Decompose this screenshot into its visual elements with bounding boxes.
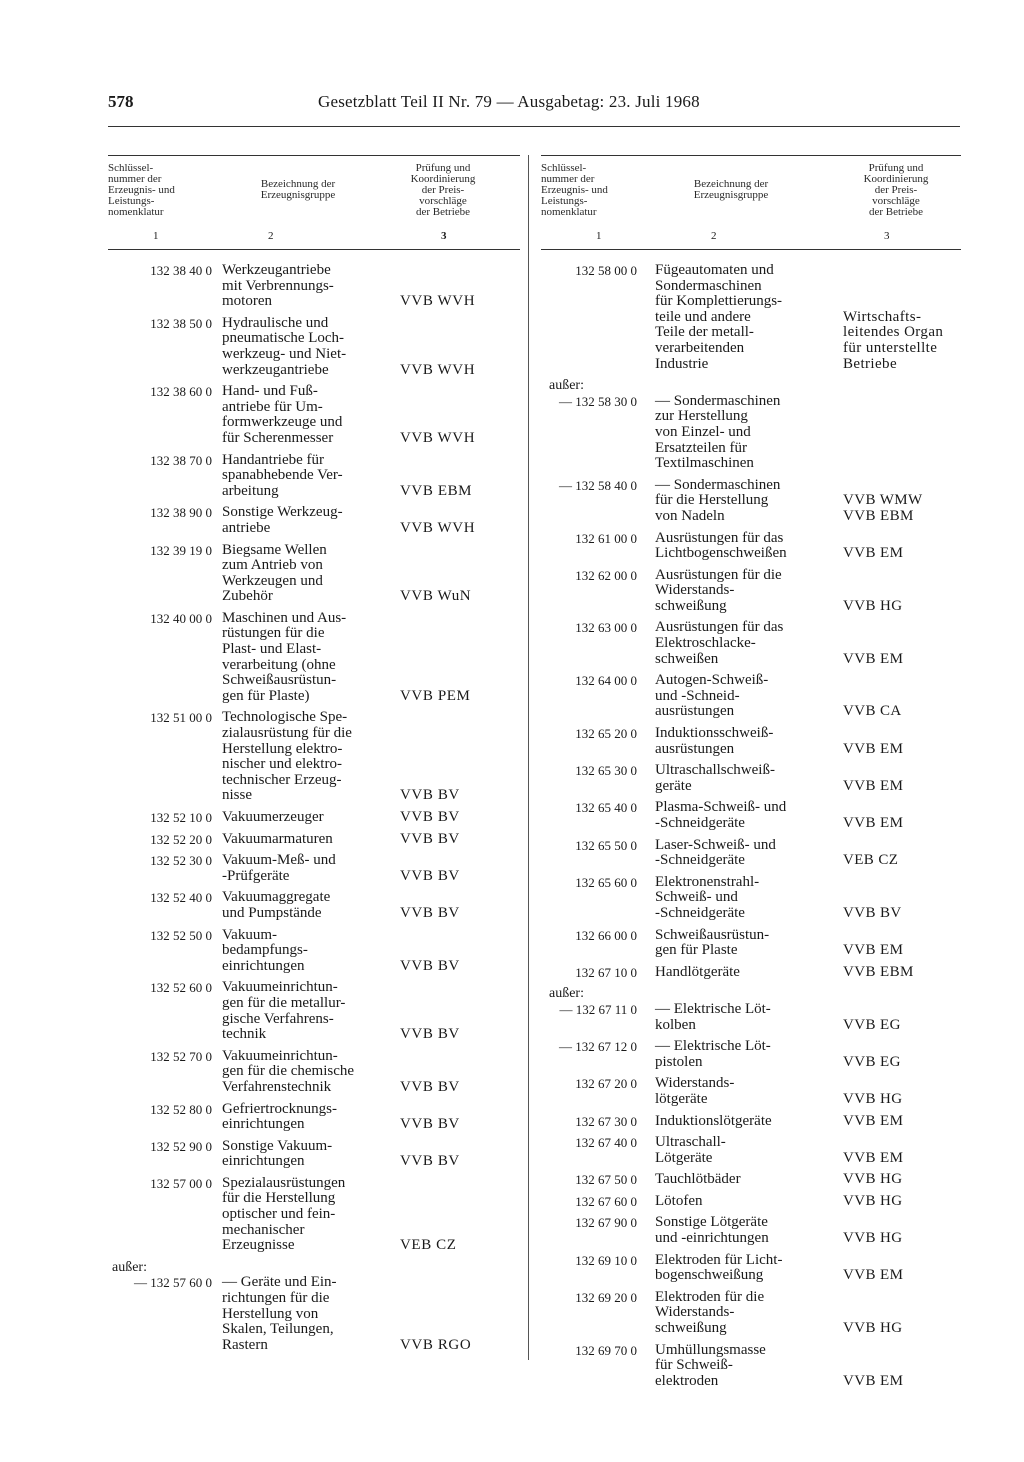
column-numbers (108, 225, 520, 249)
group-name-cell: Ausrüstungen für das Elektroschlacke- schweißen (655, 619, 784, 667)
key-number-cell: 132 65 20 0 (575, 726, 637, 742)
organization-cell: VVB EM (843, 545, 904, 562)
group-name-cell: — Sondermaschinen zur Herstellung von Einzel- und Ersatzteilen für Textilmaschinen (655, 392, 781, 472)
group-name-cell: — Elektrische Löt- pistolen (655, 1038, 771, 1070)
group-name-cell: Spezialausrüstungen für die Herstellung optischer und fein- mechanischer Erzeugnisse (222, 1174, 346, 1254)
organization-cell: VVB HG (843, 1230, 903, 1247)
key-number-cell: 132 67 40 0 (575, 1135, 637, 1151)
table-row (108, 384, 520, 446)
left-rows (108, 263, 520, 1353)
table-row (541, 1172, 961, 1188)
group-name-cell: Sonstige Vakuum- einrichtungen (222, 1137, 333, 1170)
table-row (108, 1049, 520, 1096)
table-row (541, 726, 961, 757)
organization-cell: VVB EM (843, 815, 904, 831)
table-row (541, 1135, 961, 1166)
table-row (541, 928, 961, 959)
group-name-cell: Vakuumaggregate und Pumpstände (222, 889, 331, 921)
table-row (541, 1215, 961, 1246)
column-number-2: 2 (711, 230, 717, 242)
organization-cell: VVB HG (843, 1192, 903, 1209)
group-name-cell: Maschinen und Aus- rüstungen für die Plast- und Elast- verarbeitung (ohne Schweißausrüstun- gen für Plaste) (222, 609, 347, 704)
group-name-cell: Plasma-Schweiß- und -Schneidgeräte (655, 799, 787, 831)
header-rule-bottom (541, 249, 961, 250)
group-name-cell: Sonstige Lötgeräte und -einrichtungen (655, 1214, 769, 1247)
key-number-cell: 132 63 00 0 (575, 620, 637, 636)
column-number-1: 1 (153, 230, 159, 242)
group-name-cell: Elektroden für die Widerstands- schweißung (655, 1288, 765, 1337)
table-header (108, 155, 520, 225)
header-rule-top (108, 155, 520, 156)
key-number-cell: — 132 57 60 0 (134, 1275, 212, 1291)
group-name-cell: Hand- und Fuß- antriebe für Um- formwerkzeuge und für Scherenmesser (222, 383, 343, 446)
key-number-cell: 132 52 50 0 (150, 927, 212, 943)
group-name-cell: Schweißausrüstun- gen für Plaste (655, 926, 770, 959)
key-number-cell: 132 58 00 0 (575, 263, 637, 278)
table-row (541, 478, 961, 525)
group-name-cell: Ausrüstungen für die Widerstands- schweißung (655, 566, 782, 614)
running-title: Gesetzblatt Teil II Nr. 79 — Ausgabetag: 23. Juli 1968 (318, 92, 700, 111)
table-row (541, 838, 961, 869)
column-number-1: 1 (596, 230, 602, 242)
organization-cell: VVB EM (843, 1267, 904, 1284)
key-number-cell: 132 52 60 0 (150, 980, 212, 996)
group-name-cell: Widerstands- lötgeräte (655, 1075, 735, 1107)
table-row (541, 1002, 961, 1033)
key-number-cell: 132 52 30 0 (150, 853, 212, 869)
table-row (541, 965, 961, 981)
table-row (541, 1194, 961, 1210)
organization-cell: VVB RGO (400, 1336, 472, 1353)
table-row (541, 875, 961, 922)
organization-cell: VVB EG (843, 1053, 901, 1070)
organization-cell: VVB EM (843, 650, 904, 667)
except-label: außer: (112, 1259, 147, 1275)
table-row (541, 673, 961, 720)
group-name-cell: Ultraschall- Lötgeräte (655, 1134, 726, 1166)
key-number-cell: 132 67 60 0 (575, 1193, 637, 1209)
group-name-cell: Vakuumerzeuger (222, 809, 324, 825)
group-name-cell: Umhüllungsmasse für Schweiß- elektroden (655, 1341, 766, 1389)
key-number-cell: 132 38 50 0 (150, 315, 212, 331)
organization-cell: VVB HG (843, 1171, 903, 1188)
page-number: 578 (108, 92, 134, 111)
key-number-cell: 132 51 00 0 (150, 710, 212, 726)
header-rule (108, 126, 960, 127)
table-row (541, 1343, 961, 1390)
group-name-cell: Vakuumarmaturen (222, 830, 333, 847)
table-row (541, 1290, 961, 1337)
group-name-cell: Vakuum-Meß- und -Prüfgeräte (222, 852, 336, 884)
group-name-cell: — Elektrische Löt- kolben (655, 1000, 771, 1033)
key-number-cell: 132 52 20 0 (150, 831, 212, 847)
organization-cell: VVB BV (400, 1026, 460, 1043)
group-name-cell: Fügeautomaten und Sondermaschinen für Komplettierungs- teile und andere Teile der metall- verarbeitenden Industrie (655, 262, 783, 372)
key-number-cell: 132 66 00 0 (575, 927, 637, 943)
group-name-cell: Laser-Schweiß- und -Schneidgeräte (655, 836, 776, 869)
key-number-cell: 132 65 50 0 (575, 837, 637, 853)
table-row (541, 568, 961, 615)
key-number-cell: 132 40 00 0 (150, 610, 212, 626)
table-row (108, 316, 520, 378)
key-number-cell: — 132 67 12 0 (559, 1039, 637, 1055)
key-number-cell: 132 61 00 0 (575, 530, 637, 546)
key-number-cell: 132 52 90 0 (150, 1138, 212, 1154)
key-number-cell: 132 65 40 0 (575, 800, 637, 816)
organization-cell: VEB CZ (400, 1237, 457, 1254)
group-name-cell: Gefriertrocknungs- einrichtungen (222, 1100, 337, 1133)
key-number-cell: 132 69 70 0 (575, 1342, 637, 1358)
organization-cell: VVB EBM (400, 482, 473, 499)
column-number-2: 2 (268, 230, 274, 242)
key-number-cell: 132 39 19 0 (150, 542, 212, 558)
organization-cell: VVB HG (843, 597, 903, 614)
key-number-cell: 132 38 90 0 (150, 505, 212, 521)
key-number-cell: 132 67 30 0 (575, 1113, 637, 1129)
organization-cell: VVB WVH (400, 293, 476, 310)
table-row (541, 1076, 961, 1107)
organization-cell: VVB PEM (400, 687, 471, 704)
table-row (108, 1176, 520, 1254)
table-row (108, 853, 520, 884)
organization-cell: VVB BV (400, 957, 460, 974)
organization-cell: VVB BV (843, 904, 902, 921)
table-row (108, 1102, 520, 1133)
key-number-cell: — 132 58 30 0 (559, 393, 637, 409)
organization-cell: VVB WuN (400, 588, 472, 605)
key-number-cell: 132 52 40 0 (150, 890, 212, 906)
right-rows (541, 263, 961, 1389)
organization-cell: VEB CZ (843, 852, 899, 869)
group-name-cell: Lötofen (655, 1192, 703, 1209)
table-header (541, 155, 961, 225)
key-number-cell: 132 52 80 0 (150, 1101, 212, 1117)
header-key-number: Schlüssel- nummer der Erzeugnis- und Leistungs- nomenklatur (541, 162, 608, 218)
table-row (108, 611, 520, 705)
table-row (541, 1039, 961, 1070)
group-name-cell: Elektroden für Licht- bogenschweißung (655, 1251, 783, 1284)
key-number-cell: 132 52 10 0 (150, 810, 212, 825)
group-name-cell: Vakuumeinrichtun- gen für die metallur- gische Verfahrens- technik (222, 979, 346, 1043)
group-name-cell: Handantriebe für spanabhebende Ver- arbeitung (222, 451, 343, 499)
group-name-cell: Induktionslötgeräte (655, 1112, 772, 1129)
organization-cell: Wirtschafts- leitendes Organ für unterstellte Betriebe (843, 308, 944, 372)
table-row (108, 980, 520, 1042)
group-name-cell: Technologische Spe- zialausrüstung für die Herstellung elektro- nischer und elektro- technischer Erzeug- nisse (222, 709, 352, 804)
organization-cell: VVB BV (400, 867, 460, 884)
column-divider (528, 155, 529, 1360)
table-row (108, 543, 520, 605)
key-number-cell: 132 67 10 0 (575, 964, 637, 980)
table-row (108, 710, 520, 804)
table-row (541, 620, 961, 667)
group-name-cell: Werkzeugantriebe mit Verbrennungs- motoren (222, 262, 334, 310)
organization-cell: VVB HG (843, 1090, 903, 1107)
group-name-cell: Hydraulische und pneumatische Loch- werkzeug- und Niet- werkzeugantriebe (222, 314, 347, 378)
group-name-cell: Elektronenstrahl- Schweiß- und -Schneidgeräte (655, 873, 760, 921)
key-number-cell: 132 38 60 0 (150, 384, 212, 400)
organization-cell: VVB EM (843, 1149, 904, 1166)
key-number-cell: 132 67 20 0 (575, 1076, 637, 1092)
organization-cell: VVB BV (400, 787, 460, 804)
header-group-name: Bezeichnung der Erzeugnisgruppe (693, 178, 769, 201)
group-name-cell: Tauchlötbäder (655, 1171, 741, 1188)
organization-cell: VVB EM (843, 740, 904, 757)
key-number-cell: 132 65 60 0 (575, 874, 637, 890)
organization-cell: VVB BV (400, 1078, 460, 1095)
table-row (541, 531, 961, 562)
header-rule-top (541, 155, 961, 156)
table-row (108, 1275, 520, 1353)
key-number-cell: 132 64 00 0 (575, 673, 637, 689)
key-number-cell: 132 69 10 0 (575, 1252, 637, 1268)
except-label: außer: (549, 986, 584, 1002)
group-name-cell: Induktionsschweiß- ausrüstungen (655, 725, 774, 757)
table-row (108, 890, 520, 921)
key-number-cell: 132 67 90 0 (575, 1215, 637, 1231)
column-number-3: 3 (884, 230, 890, 242)
table-row (541, 263, 961, 372)
table-row (108, 263, 520, 310)
left-table (108, 155, 520, 1359)
group-name-cell: — Sondermaschinen für die Herstellung von Nadeln (655, 476, 781, 524)
key-number-cell: 132 69 20 0 (575, 1289, 637, 1305)
group-name-cell: Vakuum- bedampfungs- einrichtungen (222, 926, 308, 974)
group-name-cell: Biegsame Wellen zum Antrieb von Werkzeugen und Zubehör (222, 541, 327, 605)
organization-cell: VVB EM (843, 1112, 904, 1129)
header-price-review: Prüfung und Koordinierung der Preis- vorschläge der Betriebe (410, 162, 476, 218)
except-label: außer: (549, 378, 584, 394)
table-row (541, 394, 961, 472)
organization-cell: VVB HG (843, 1320, 903, 1337)
column-numbers (541, 225, 961, 249)
table-row (108, 1139, 520, 1170)
table-row (541, 800, 961, 831)
group-name-cell: Sonstige Werkzeug- antriebe (222, 504, 343, 536)
organization-cell: VVB EBM (843, 963, 914, 980)
organization-cell: VVB EM (843, 777, 904, 794)
organization-cell: VVB BV (400, 809, 460, 825)
header-group-name: Bezeichnung der Erzeugnisgruppe (260, 178, 336, 201)
table-row (541, 1253, 961, 1284)
group-name-cell: Handlötgeräte (655, 963, 740, 980)
group-name-cell: Autogen-Schweiß- und -Schneid- ausrüstungen (655, 672, 769, 720)
group-name-cell: — Geräte und Ein- richtungen für die Herstellung von Skalen, Teilungen, Rastern (222, 1274, 337, 1353)
key-number-cell: 132 38 70 0 (150, 452, 212, 468)
key-number-cell: 132 65 30 0 (575, 763, 637, 779)
table-row (541, 763, 961, 794)
group-name-cell: Ausrüstungen für das Lichtbogenschweißen (655, 529, 787, 562)
right-table (541, 155, 961, 1395)
table-row (108, 453, 520, 500)
organization-cell: VVB BV (400, 1116, 460, 1133)
organization-cell: VVB EM (843, 942, 904, 959)
organization-cell: VVB WVH (400, 361, 476, 378)
header-price-review: Prüfung und Koordinierung der Preis- vorschläge der Betriebe (863, 162, 929, 218)
organization-cell: VVB EG (843, 1016, 901, 1033)
table-row (108, 505, 520, 536)
header-key-number: Schlüssel- nummer der Erzeugnis- und Leistungs- nomenklatur (108, 162, 175, 218)
header-rule-bottom (108, 249, 520, 250)
key-number-cell: 132 52 70 0 (150, 1048, 212, 1064)
key-number-cell: 132 67 50 0 (575, 1172, 637, 1188)
key-number-cell: 132 38 40 0 (150, 263, 212, 278)
table-row (108, 810, 520, 826)
organization-cell: VVB WVH (400, 519, 476, 536)
organization-cell: VVB EM (843, 1372, 904, 1389)
key-number-cell: 132 57 00 0 (150, 1175, 212, 1191)
organization-cell: VVB CA (843, 703, 902, 720)
key-number-cell: — 132 67 11 0 (559, 1001, 637, 1017)
table-row (108, 832, 520, 848)
column-number-3: 3 (441, 230, 447, 242)
group-name-cell: Ultraschallschweiß- geräte (655, 762, 775, 794)
organization-cell: VVB BV (400, 904, 460, 921)
organization-cell: VVB BV (400, 830, 460, 847)
table-row (541, 1114, 961, 1130)
table-row (108, 928, 520, 975)
organization-cell: VVB WMW VVB EBM (843, 492, 923, 524)
key-number-cell: — 132 58 40 0 (559, 477, 637, 493)
organization-cell: VVB WVH (400, 429, 476, 446)
organization-cell: VVB BV (400, 1153, 460, 1170)
group-name-cell: Vakuumeinrichtun- gen für die chemische Verfahrenstechnik (222, 1047, 355, 1095)
key-number-cell: 132 62 00 0 (575, 567, 637, 583)
